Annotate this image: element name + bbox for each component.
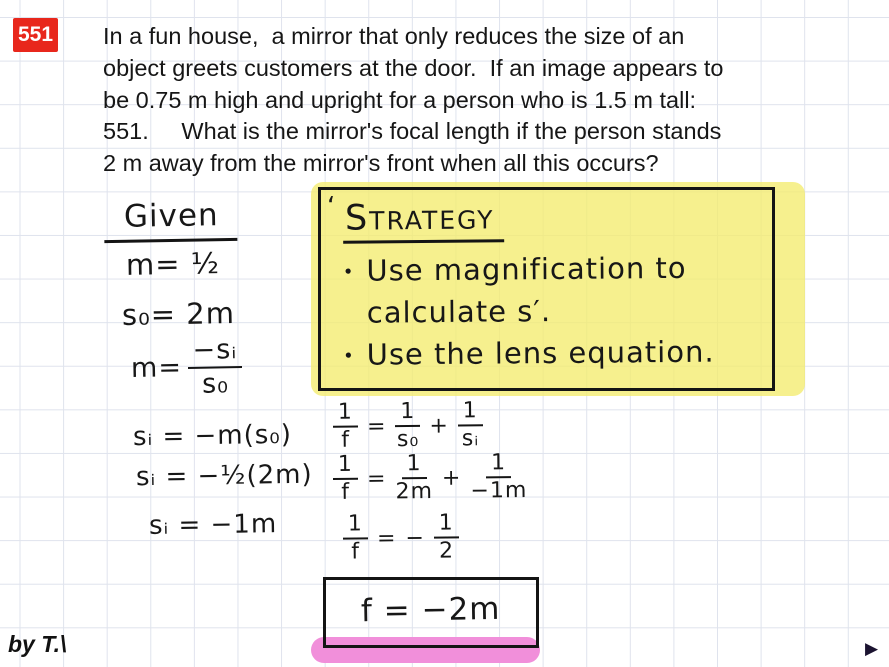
answer-text: f = −2m <box>360 590 502 629</box>
fraction-denominator: 2 <box>438 538 455 564</box>
equals-sign: = <box>366 466 387 492</box>
fraction-denominator: s₀ <box>201 367 230 400</box>
strategy-bullet-1 <box>343 246 764 334</box>
next-page-icon[interactable]: ▶ <box>865 639 879 658</box>
problem-line: 551. What is the mirror's focal length if the person stands <box>103 118 722 145</box>
fraction-denominator: f <box>341 480 351 506</box>
problem-statement <box>103 21 724 180</box>
fraction-1-over-so <box>395 400 421 453</box>
fraction-1-over-si <box>458 399 484 452</box>
problem-line: be 0.75 m high and upright for a person who is 1.5 m tall: <box>103 86 697 113</box>
fraction-denominator: sᵢ <box>461 426 480 452</box>
plus-sign: + <box>429 413 450 439</box>
plus-sign: + <box>441 465 462 491</box>
strategy-bullet-list <box>343 248 763 374</box>
bullet-icon: • <box>342 345 355 367</box>
fraction-numerator: −sᵢ <box>187 335 242 369</box>
author-credit: by T.\ <box>8 631 67 657</box>
strategy-heading: Strategy <box>343 197 505 243</box>
equals-sign: = <box>366 413 387 440</box>
lens-equation-substituted <box>333 451 528 505</box>
fraction-numerator: 1 <box>401 452 426 479</box>
fraction-denominator: f <box>341 427 351 453</box>
given-object-distance: s₀= 2m <box>121 296 236 332</box>
fraction-1-over-f <box>333 401 359 454</box>
fraction-denominator: −1m <box>470 478 528 504</box>
work-step-si-substitution: sᵢ = −½(2m) <box>135 459 313 493</box>
fraction-numerator: 1 <box>333 453 358 480</box>
fraction-denominator: f <box>351 539 361 565</box>
fraction-numerator: 1 <box>343 512 368 539</box>
magnification-formula-lhs: m= <box>130 352 183 385</box>
magnification-formula <box>130 335 243 400</box>
work-step-si-result: sᵢ = −1m <box>148 509 278 541</box>
lens-equation-result <box>343 511 459 565</box>
fraction-1-over-f <box>343 512 369 565</box>
stray-tick-mark: ‘ <box>327 192 337 222</box>
answer-box <box>323 577 539 648</box>
fraction-1-over-2 <box>434 511 460 564</box>
work-step-si-formula: sᵢ = −m(s₀) <box>132 419 293 453</box>
given-heading: Given <box>104 197 237 243</box>
fraction-1-over-neg-1m <box>470 451 527 504</box>
fraction-numerator: 1 <box>486 451 511 478</box>
minus-sign: − <box>405 525 426 551</box>
strategy-bullet-text: Use the lens equation. <box>366 334 715 372</box>
equals-sign: = <box>376 525 397 551</box>
strategy-bullet-text: Use magnification to calculate s′. <box>366 250 687 330</box>
fraction-numerator: 1 <box>333 401 358 428</box>
magnification-formula-fraction <box>187 335 243 399</box>
bullet-icon: • <box>342 261 355 283</box>
strategy-bullet-2 <box>343 330 763 376</box>
fraction-1-over-2m <box>395 452 433 505</box>
fraction-numerator: 1 <box>458 399 483 426</box>
strategy-box <box>318 187 775 391</box>
problem-number-badge <box>13 18 58 52</box>
problem-line: 2 m away from the mirror's front when all this occurs? <box>103 150 659 177</box>
problem-number: 551 <box>17 23 54 46</box>
fraction-numerator: 1 <box>395 400 420 427</box>
given-magnification: m= ½ <box>125 246 221 282</box>
lens-equation-general <box>333 399 483 453</box>
fraction-denominator: s₀ <box>396 427 420 453</box>
fraction-denominator: 2m <box>395 479 434 505</box>
fraction-numerator: 1 <box>434 511 459 538</box>
problem-line: object greets customers at the door. If an image appears to <box>103 54 724 81</box>
problem-line: In a fun house, a mirror that only reduces the size of an <box>103 23 685 49</box>
fraction-1-over-f <box>333 453 359 506</box>
